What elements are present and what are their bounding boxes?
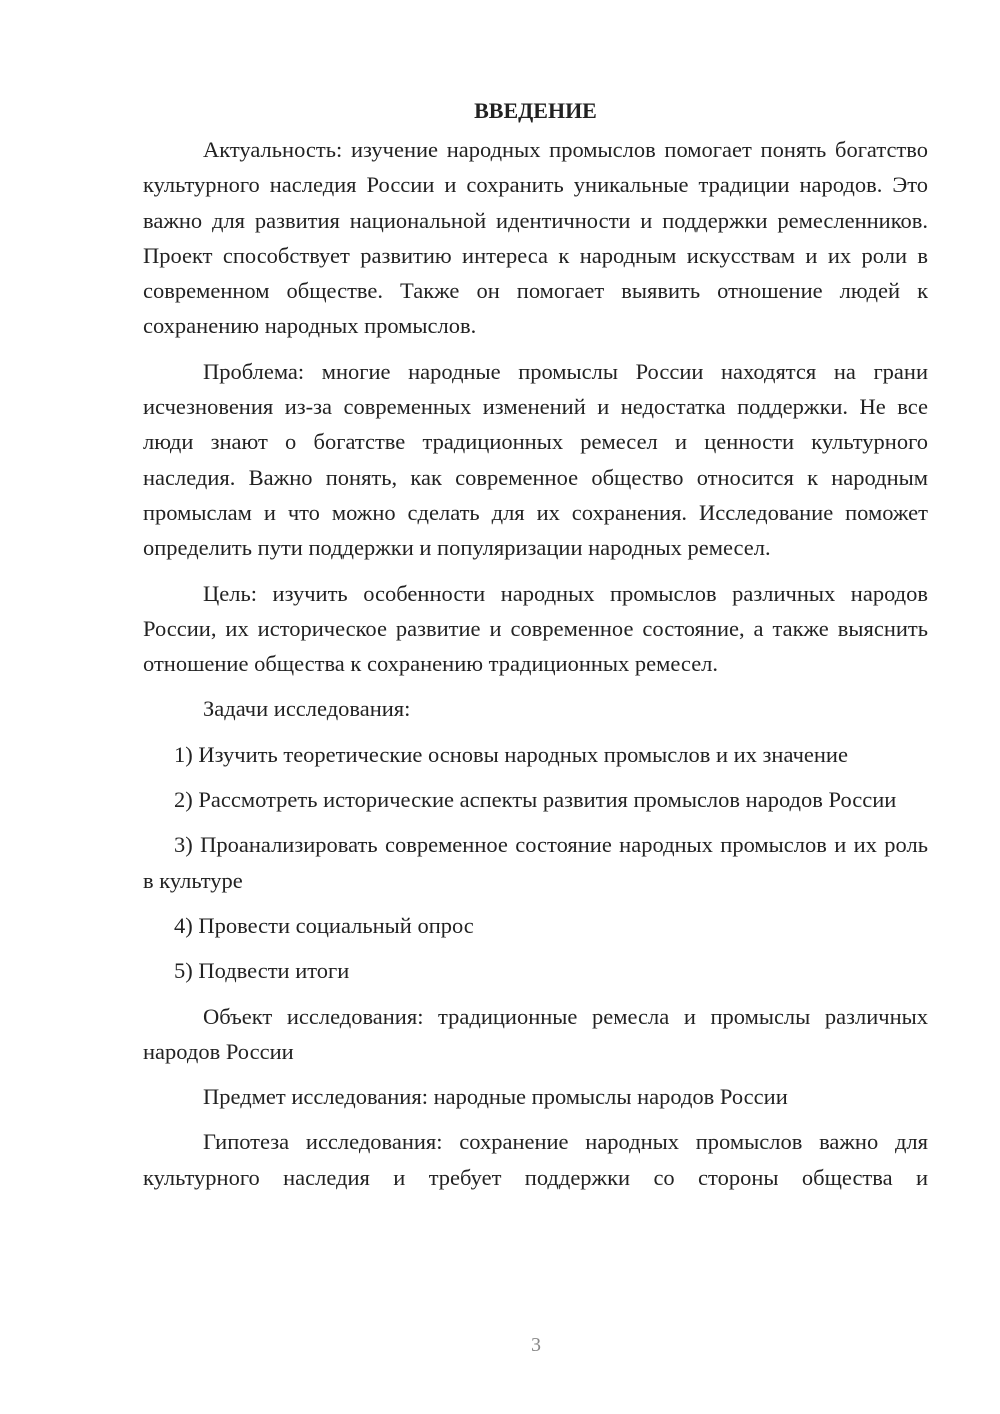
tasks-heading: Задачи исследования:	[203, 696, 411, 722]
document-page	[143, 96, 928, 1195]
task-item-1: 1) Изучить теоретические основы народных промыслов и их значение	[174, 741, 848, 767]
object-paragraph: Объект исследования: традиционные ремесла и промыслы различных народов России	[143, 1003, 928, 1064]
task-item-3: 3) Проанализировать современное состояние народных промыслов и их роль в культуре	[143, 832, 928, 893]
task-item-2: 2) Рассмотреть исторические аспекты развития промыслов народов России	[174, 787, 897, 813]
subject-paragraph: Предмет исследования: народные промыслы народов России	[203, 1084, 788, 1110]
section-title: ВВЕДЕНИЕ	[474, 98, 597, 123]
task-item-5: 5) Подвести итоги	[174, 958, 350, 984]
page-number: 3	[531, 1334, 541, 1356]
goal-paragraph: Цель: изучить особенности народных промыслов различных народов России, их историческое развитие и современное состояние, а также выяснить отношение общества к сохранению традиционных ремесел.	[143, 580, 928, 677]
hypothesis-paragraph: Гипотеза исследования: сохранение народных промыслов важно для культурного наследия и требует поддержки со стороны общества и	[143, 1129, 928, 1190]
relevance-paragraph: Актуальность: изучение народных промыслов помогает понять богатство культурного наследия России и сохранить уникальные традиции народов. Это важно для развития национальной идентичности и поддержки ремесленников. Проект способствует развитию интереса к народным искусствам и их роли в современном обществе. Также он помогает выявить отношение людей к сохранению народных промыслов.	[143, 137, 928, 339]
task-item-4: 4) Провести социальный опрос	[174, 912, 474, 938]
problem-paragraph: Проблема: многие народные промыслы России находятся на грани исчезновения из-за современных изменений и недостатка поддержки. Не все люди знают о богатстве традиционных ремесел и ценности культурного наследия. Важно понять, как современное общество относится к народным промыслам и что можно сделать для их сохранения. Исследование поможет определить пути поддержки и популяризации народных ремесел.	[143, 358, 928, 561]
